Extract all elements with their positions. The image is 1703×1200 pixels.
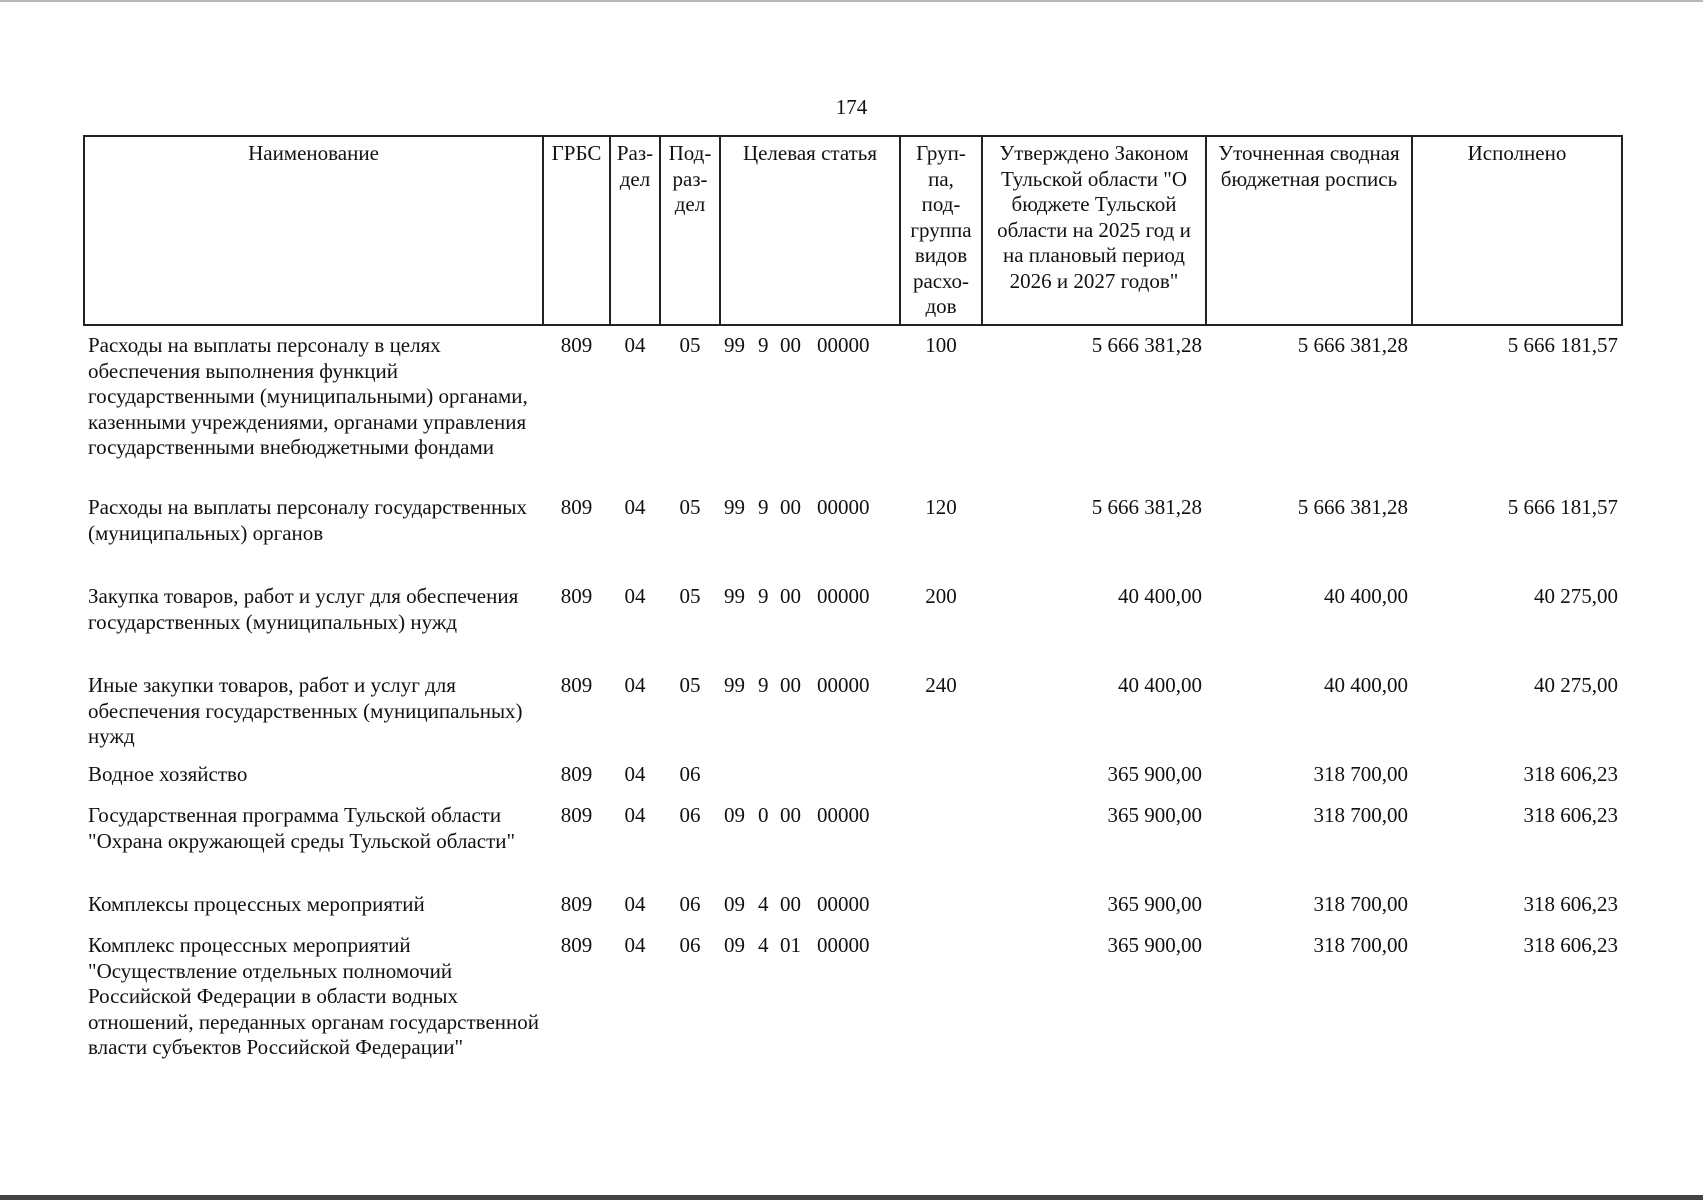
row-revised: 318 700,00 xyxy=(1313,762,1408,786)
row-expense-group xyxy=(900,755,982,796)
row-name: Закупка товаров, работ и услуг для обеспечения государственных (муниципальных) нужд xyxy=(88,584,519,634)
row-target-article xyxy=(720,755,900,796)
table-row xyxy=(84,325,1622,488)
row-expense-group: 200 xyxy=(925,584,957,608)
row-grbs: 809 xyxy=(560,584,593,608)
target-program: 09 xyxy=(724,803,745,827)
target-event: 00 xyxy=(780,892,801,916)
row-executed: 318 606,23 xyxy=(1523,892,1618,916)
row-expense-group: 120 xyxy=(925,495,957,519)
row-grbs: 809 xyxy=(560,803,593,827)
row-name: Государственная программа Тульской области "Охрана окружающей среды Тульской области" xyxy=(88,803,516,853)
header-executed: Исполнено xyxy=(1412,136,1622,325)
target-direction: 00000 xyxy=(817,495,870,519)
scan-edge-bottom xyxy=(0,1195,1703,1200)
header-razdel: Раз- дел xyxy=(610,136,660,325)
row-podrazdel: 06 xyxy=(679,892,701,916)
row-podrazdel: 05 xyxy=(679,495,701,519)
row-name: Расходы на выплаты персоналу государственных (муниципальных) органов xyxy=(88,495,527,545)
table-row xyxy=(84,666,1622,755)
row-name: Комплексы процессных мероприятий xyxy=(88,892,425,916)
header-expense-group: Груп- па, под- группа видов расхо- дов xyxy=(900,136,982,325)
row-target-article xyxy=(720,577,900,666)
row-razdel: 04 xyxy=(624,333,646,357)
target-program: 99 xyxy=(724,584,745,608)
row-executed: 318 606,23 xyxy=(1523,933,1618,957)
row-revised: 5 666 381,28 xyxy=(1297,495,1408,519)
row-approved: 5 666 381,28 xyxy=(1091,495,1202,519)
row-approved: 365 900,00 xyxy=(1107,892,1202,916)
row-podrazdel: 05 xyxy=(679,673,701,697)
row-revised: 40 400,00 xyxy=(1324,584,1408,608)
scan-edge-top xyxy=(0,0,1703,2)
target-direction: 00000 xyxy=(817,333,870,357)
row-name: Иные закупки товаров, работ и услуг для обеспечения государственных (муниципальных) нужд xyxy=(88,673,523,748)
row-target-article xyxy=(720,488,900,577)
row-executed: 318 606,23 xyxy=(1523,803,1618,827)
page-number: 174 xyxy=(835,95,868,119)
row-revised: 5 666 381,28 xyxy=(1297,333,1408,357)
table-header-row xyxy=(84,136,1622,325)
target-subprogram: 0 xyxy=(758,803,769,827)
target-program: 09 xyxy=(724,892,745,916)
row-approved: 5 666 381,28 xyxy=(1091,333,1202,357)
row-executed: 5 666 181,57 xyxy=(1507,495,1618,519)
row-executed: 318 606,23 xyxy=(1523,762,1618,786)
row-podrazdel: 06 xyxy=(679,803,701,827)
row-approved: 365 900,00 xyxy=(1107,803,1202,827)
target-program: 99 xyxy=(724,673,745,697)
row-revised: 318 700,00 xyxy=(1313,933,1408,957)
row-grbs: 809 xyxy=(560,673,593,697)
row-razdel: 04 xyxy=(624,673,646,697)
row-grbs: 809 xyxy=(560,892,593,916)
table-row xyxy=(84,926,1622,1093)
target-subprogram: 9 xyxy=(758,495,769,519)
row-razdel: 04 xyxy=(624,892,646,916)
target-direction: 00000 xyxy=(817,803,870,827)
row-target-article xyxy=(720,325,900,488)
row-revised: 318 700,00 xyxy=(1313,892,1408,916)
target-direction: 00000 xyxy=(817,933,870,957)
row-name: Водное хозяйство xyxy=(88,762,248,786)
row-grbs: 809 xyxy=(560,495,593,519)
row-razdel: 04 xyxy=(624,584,646,608)
row-grbs: 809 xyxy=(560,933,593,957)
row-revised: 318 700,00 xyxy=(1313,803,1408,827)
target-event: 00 xyxy=(780,333,801,357)
row-executed: 40 275,00 xyxy=(1534,584,1618,608)
row-razdel: 04 xyxy=(624,762,646,786)
row-target-article xyxy=(720,666,900,755)
row-name: Расходы на выплаты персоналу в целях обеспечения выполнения функций государственными (муниципальными) органами, казенными учреждениями, органами управления государственными внебюджетными фондами xyxy=(88,333,528,459)
row-expense-group: 240 xyxy=(925,673,957,697)
table-row xyxy=(84,796,1622,885)
row-target-article xyxy=(720,885,900,926)
target-event: 00 xyxy=(780,495,801,519)
target-direction: 00000 xyxy=(817,584,870,608)
budget-table xyxy=(83,135,1623,1093)
row-approved: 40 400,00 xyxy=(1118,584,1202,608)
row-target-article xyxy=(720,796,900,885)
row-executed: 40 275,00 xyxy=(1534,673,1618,697)
row-expense-group: 100 xyxy=(925,333,957,357)
row-razdel: 04 xyxy=(624,933,646,957)
header-revised-budget: Уточненная сводная бюджетная роспись xyxy=(1206,136,1412,325)
target-subprogram: 9 xyxy=(758,333,769,357)
table-row xyxy=(84,755,1622,796)
header-approved-by-law: Утверждено Законом Тульской области "О бюджете Тульской области на 2025 год и на плановый период 2026 и 2027 годов" xyxy=(982,136,1206,325)
row-podrazdel: 06 xyxy=(679,762,701,786)
row-razdel: 04 xyxy=(624,803,646,827)
target-event: 00 xyxy=(780,673,801,697)
row-razdel: 04 xyxy=(624,495,646,519)
target-event: 00 xyxy=(780,803,801,827)
target-direction: 00000 xyxy=(817,892,870,916)
target-event: 01 xyxy=(780,933,801,957)
header-name: Наименование xyxy=(84,136,543,325)
target-program: 99 xyxy=(724,495,745,519)
row-approved: 365 900,00 xyxy=(1107,933,1202,957)
row-expense-group xyxy=(900,885,982,926)
row-podrazdel: 05 xyxy=(679,584,701,608)
row-grbs: 809 xyxy=(560,333,593,357)
target-direction: 00000 xyxy=(817,673,870,697)
target-event: 00 xyxy=(780,584,801,608)
row-podrazdel: 05 xyxy=(679,333,701,357)
table-row xyxy=(84,885,1622,926)
target-program: 99 xyxy=(724,333,745,357)
header-target-article: Целевая статья xyxy=(720,136,900,325)
row-revised: 40 400,00 xyxy=(1324,673,1408,697)
row-executed: 5 666 181,57 xyxy=(1507,333,1618,357)
row-expense-group xyxy=(900,796,982,885)
target-subprogram: 4 xyxy=(758,892,769,916)
row-name: Комплекс процессных мероприятий "Осуществление отдельных полномочий Российской Федерации в области водных отношений, переданных органам государственной власти субъектов Российской Федерации" xyxy=(88,933,539,1059)
row-podrazdel: 06 xyxy=(679,933,701,957)
target-subprogram: 9 xyxy=(758,673,769,697)
row-target-article xyxy=(720,926,900,1093)
row-grbs: 809 xyxy=(560,762,593,786)
header-podrazdel: Под- раз- дел xyxy=(660,136,720,325)
table-row xyxy=(84,488,1622,577)
target-subprogram: 9 xyxy=(758,584,769,608)
row-expense-group xyxy=(900,926,982,1093)
target-program: 09 xyxy=(724,933,745,957)
header-grbs: ГРБС xyxy=(543,136,610,325)
row-approved: 40 400,00 xyxy=(1118,673,1202,697)
table-row xyxy=(84,577,1622,666)
target-subprogram: 4 xyxy=(758,933,769,957)
row-approved: 365 900,00 xyxy=(1107,762,1202,786)
